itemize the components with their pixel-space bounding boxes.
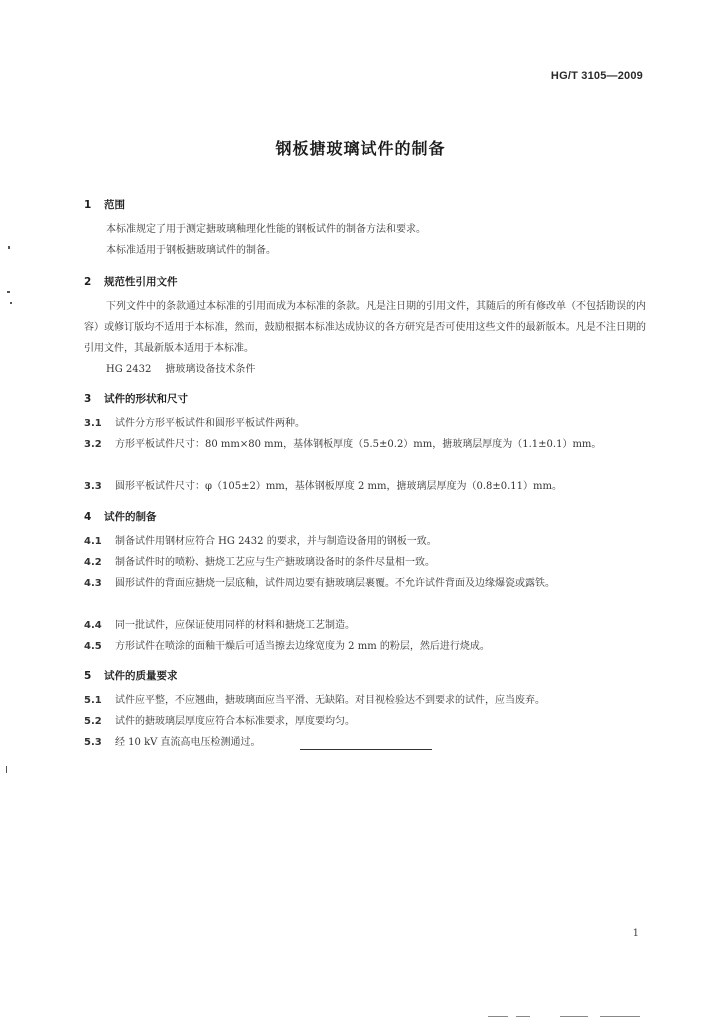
clause-number: 5.2 — [84, 716, 102, 727]
clause-text: 试件分方形平板试件和圆形平板试件两种。 — [115, 418, 305, 429]
section-title: 试件的制备 — [104, 511, 157, 523]
clause-number: 4.1 — [84, 536, 102, 547]
clause-5-2 — [84, 711, 646, 732]
scan-edge-mark — [488, 1016, 508, 1017]
clause-4-2 — [84, 552, 646, 573]
section-number: 1 — [84, 199, 92, 211]
scan-edge-mark — [560, 1016, 588, 1017]
reference-code: HG 2432 — [106, 364, 152, 375]
section-title: 范围 — [104, 199, 125, 211]
clause-3-3 — [84, 476, 646, 497]
standard-code: HG/T 3105—2009 — [550, 70, 643, 82]
reference-title: 搪玻璃设备技术条件 — [165, 364, 256, 375]
clause-text: 制备试件用钢材应符合 HG 2432 的要求，并与制造设备用的钢板一致。 — [115, 536, 437, 547]
clause-4-4 — [84, 615, 646, 636]
clause-text: 同一批试件，应保证使用同样的材料和搪烧工艺制造。 — [115, 620, 355, 631]
clause-number: 3.1 — [84, 418, 102, 429]
section-1-heading — [84, 197, 125, 212]
clause-4-3 — [84, 573, 646, 594]
scope-paragraph-1: 本标准规定了用于测定搪玻璃釉理化性能的钢板试件的制备方法和要求。 — [106, 224, 426, 235]
scan-speck — [6, 766, 7, 773]
section-number: 5 — [84, 670, 92, 682]
section-number: 2 — [84, 276, 92, 288]
section-4-heading — [84, 509, 157, 524]
clause-5-1 — [84, 690, 646, 711]
clause-number: 3.2 — [84, 439, 102, 450]
clause-text: 圆形试件的背面应搪烧一层底釉，试件周边要有搪玻璃层裹覆。不允许试件背面及边缘爆瓷或露铁。 — [115, 578, 555, 589]
page-number: 1 — [632, 928, 639, 939]
clause-text: 方形试件在喷涂的面釉干燥后可适当擦去边缘宽度为 2 mm 的粉层，然后进行烧成。 — [115, 641, 490, 652]
clause-4-1 — [84, 531, 646, 552]
clause-3-2 — [84, 434, 646, 455]
clause-3-1 — [84, 413, 646, 434]
clause-number: 4.5 — [84, 641, 102, 652]
clause-text: 方形平板试件尺寸：80 mm×80 mm，基体钢板厚度（5.5±0.2）mm，搪玻璃层厚度为（1.1±0.1）mm。 — [115, 439, 602, 450]
clause-text: 制备试件时的喷粉、搪烧工艺应与生产搪玻璃设备时的条件尽量相一致。 — [115, 557, 435, 568]
clause-number: 3.3 — [84, 481, 102, 492]
reference-entry — [106, 359, 255, 380]
scan-speck — [10, 302, 12, 304]
scan-edge-mark — [600, 1016, 640, 1017]
clause-4-5 — [84, 636, 646, 657]
scan-speck — [7, 291, 10, 293]
clause-text: 圆形平板试件尺寸：φ（105±2）mm，基体钢板厚度 2 mm，搪玻璃层厚度为（0.8±0.11）mm。 — [115, 481, 562, 492]
clause-number: 4.4 — [84, 620, 102, 631]
document-title: 钢板搪玻璃试件的制备 — [275, 139, 446, 158]
scan-edge-mark — [516, 1016, 530, 1017]
section-number: 4 — [84, 511, 92, 523]
section-title: 试件的形状和尺寸 — [104, 393, 188, 405]
end-rule — [300, 749, 432, 750]
section-2-heading — [84, 274, 178, 289]
section-3-heading — [84, 391, 188, 406]
clause-number: 5.1 — [84, 695, 102, 706]
clause-text: 经 10 kV 直流高电压检测通过。 — [115, 737, 261, 748]
clause-number: 4.2 — [84, 557, 102, 568]
section-title: 规范性引用文件 — [104, 276, 178, 288]
section-title: 试件的质量要求 — [104, 670, 178, 682]
section-number: 3 — [84, 393, 92, 405]
scope-paragraph-2: 本标准适用于钢板搪玻璃试件的制备。 — [106, 245, 276, 256]
clause-number: 4.3 — [84, 578, 102, 589]
clause-text: 试件应平整，不应翘曲，搪玻璃面应当平滑、无缺陷。对目视检验达不到要求的试件，应当废弃。 — [115, 695, 545, 706]
scan-speck — [8, 246, 10, 249]
references-paragraph: 下列文件中的条款通过本标准的引用而成为本标准的条款。凡是注日期的引用文件，其随后的所有修改单（不包括勘误的内容）或修订版均不适用于本标准，然而，鼓励根据本标准达成协议的各方研究是否可使用这些文件的最新版本。凡是不注日期的引用文件，其最新版本适用于本标准。 — [84, 301, 646, 354]
clause-number: 5.3 — [84, 737, 102, 748]
section-5-heading — [84, 668, 178, 683]
clause-text: 试件的搪玻璃层厚度应符合本标准要求，厚度要均匀。 — [115, 716, 355, 727]
